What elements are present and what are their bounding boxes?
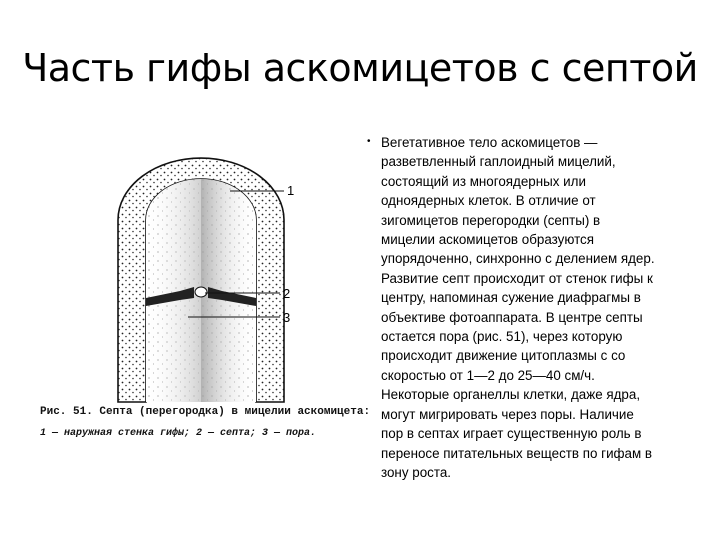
caption-line-2: 1 — наружная стенка гифы; 2 — септа; 3 — пора. [40, 428, 317, 439]
paragraph-line: пор в септах играет существенную роль в [381, 426, 642, 442]
septal-pore [195, 287, 207, 297]
paragraph-line: происходит движение цитоплазмы с со [381, 348, 626, 364]
paragraph-line: Некоторые органеллы клетки, даже ядра, [381, 387, 641, 403]
figure-label-1: 1 [287, 183, 295, 198]
figure-label-2: 2 [283, 286, 291, 301]
figure-label-3: 3 [283, 310, 291, 325]
bullet-icon: • [367, 136, 371, 147]
body-text-block [367, 133, 689, 482]
paragraph-line: упорядоченно, синхронно с делением ядер. [381, 251, 655, 267]
paragraph-line: зону роста. [381, 464, 451, 480]
paragraph-line: мицелии аскомицетов образуются [381, 232, 594, 248]
paragraph-line: зигомицетов перегородки (септы) в [381, 212, 601, 228]
body-paragraph [381, 133, 689, 482]
paragraph-line: Вегетативное тело аскомицетов — [381, 135, 598, 150]
paragraph-line: остается пора (рис. 51), через которую [381, 329, 623, 345]
paragraph-line: центру, напоминая сужение диафрагмы в [381, 290, 641, 306]
paragraph-line: разветвленный гаплоидный мицелий, [381, 154, 616, 170]
figure-caption [40, 401, 371, 445]
paragraph-line: скоростью от 1—2 до 25—40 см/ч. [381, 367, 595, 383]
paragraph-line: одноядерных клеток. В отличие от [381, 193, 596, 209]
paragraph-line: могут мигрировать через поры. Наличие [381, 406, 634, 422]
caption-line-1: Рис. 51. Септа (перегородка) в мицелии аскомицета: [40, 406, 371, 418]
paragraph-line: состоящий из многоядерных или [381, 173, 586, 189]
slide-title: Часть гифы аскомицетов с септой [22, 46, 698, 90]
paragraph-line: переносе питательных веществ по гифам в [381, 445, 653, 461]
paragraph-line: Развитие септ происходит от стенок гифы к [381, 270, 653, 286]
paragraph-line: объективе фотоаппарата. В центре септы [381, 309, 643, 325]
